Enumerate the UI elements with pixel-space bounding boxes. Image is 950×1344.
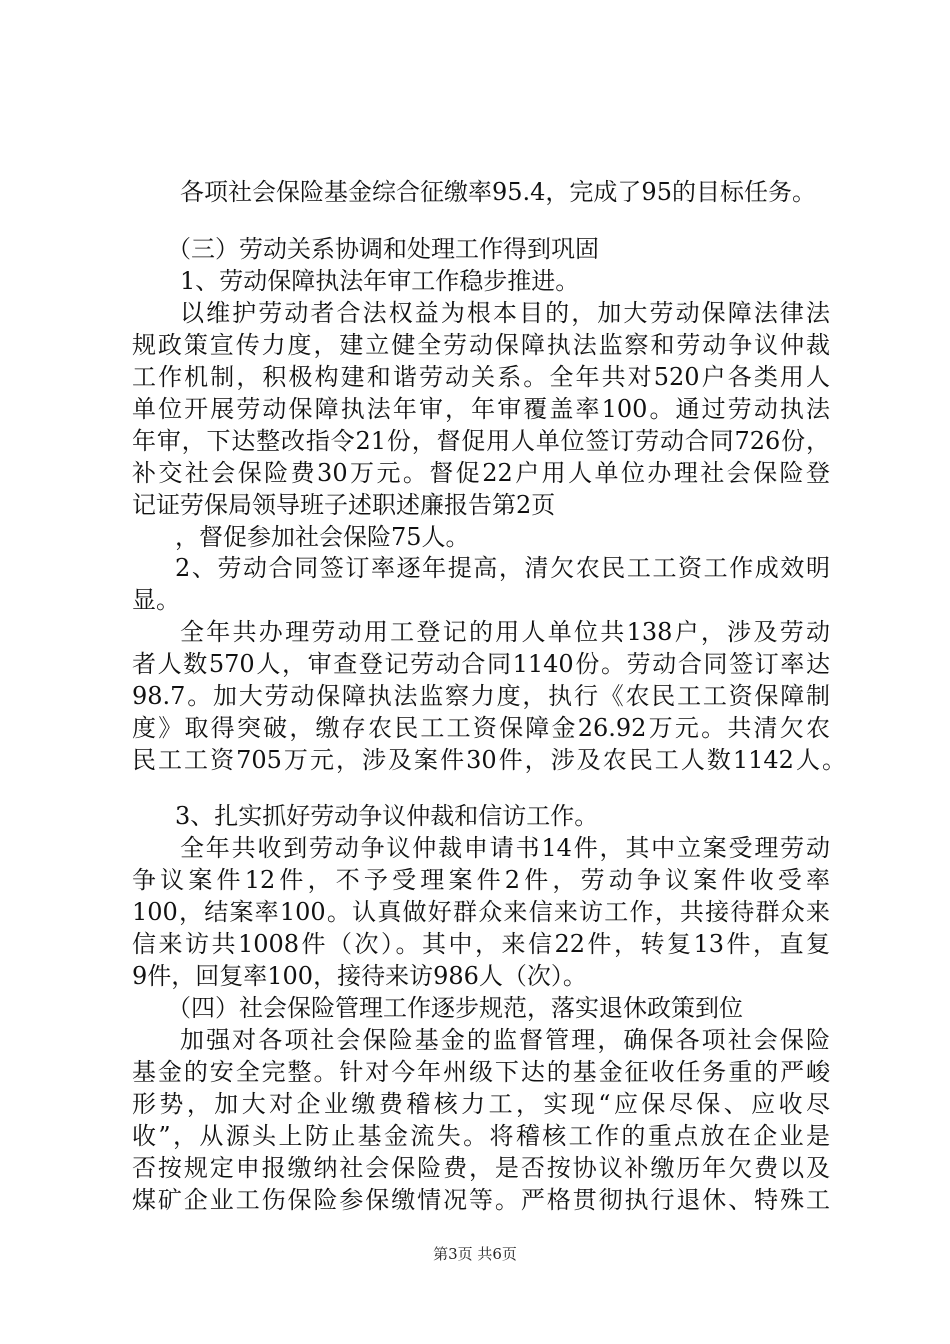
text-line: 规政策宣传力度，建立健全劳动保障执法监察和劳动争议仲裁	[132, 331, 830, 359]
subsection-heading: 1、劳动保障执法年审工作稳步推进。	[180, 267, 580, 295]
text-line: 加强对各项社会保险基金的监督管理，确保各项社会保险	[180, 1026, 830, 1054]
text-line: 全年共办理劳动用工登记的用人单位共138户，涉及劳动	[180, 618, 830, 646]
text-line: 基金的安全完整。针对今年州级下达的基金征收任务重的严峻	[132, 1058, 830, 1086]
text-line: 全年共收到劳动争议仲裁申请书14件，其中立案受理劳动	[180, 834, 830, 862]
text-line: 以维护劳动者合法权益为根本目的，加大劳动保障法律法	[180, 299, 830, 327]
text-line: 显。	[132, 586, 180, 614]
text-line: 98.7。加大劳动保障执法监察力度，执行《农民工工资保障制	[132, 682, 830, 710]
text-line: 9件，回复率100，接待来访986人（次）。	[132, 962, 587, 990]
text-line: 否按规定申报缴纳社会保险费，是否按协议补缴历年欠费以及	[132, 1154, 830, 1182]
text-line: ，督促参加社会保险75人。	[175, 523, 470, 551]
text-line: 争议案件12件，不予受理案件2件，劳动争议案件收受率	[132, 866, 830, 894]
text-line: 单位开展劳动保障执法年审，年审覆盖率100。通过劳动执法	[132, 395, 830, 423]
text-line: 补交社会保险费30万元。督促22户用人单位办理社会保险登	[132, 459, 830, 487]
text-line: 民工工资705万元，涉及案件30件，涉及农民工人数1142人。	[132, 746, 846, 774]
subsection-heading: 2、劳动合同签订率逐年提高，清欠农民工工资工作成效明	[175, 554, 830, 582]
text-line: 度》取得突破，缴存农民工工资保障金26.92万元。共清欠农	[132, 714, 830, 742]
subsection-heading: 3、扎实抓好劳动争议仲裁和信访工作。	[175, 802, 599, 830]
text-line: 工作机制，积极构建和谐劳动关系。全年共对520户各类用人	[132, 363, 830, 391]
text-line: 信来访共1008件（次）。其中，来信22件，转复13件，直复	[132, 930, 830, 958]
section-heading: （三）劳动关系协调和处理工作得到巩固	[167, 235, 599, 263]
text-line: 煤矿企业工伤保险参保缴情况等。严格贯彻执行退休、特殊工	[132, 1186, 830, 1214]
text-line: 100，结案率100。认真做好群众来信来访工作，共接待群众来	[132, 898, 830, 926]
text-line: 者人数570人，审查登记劳动合同1140份。劳动合同签订率达	[132, 650, 830, 678]
text-line: 记证劳保局领导班子述职述廉报告第2页	[132, 491, 556, 519]
text-line: 形势，加大对企业缴费稽核力工，实现“应保尽保、应收尽	[132, 1090, 830, 1118]
text-line: 各项社会保险基金综合征缴率95.4，完成了95的目标任务。	[180, 178, 816, 206]
text-line: 收”，从源头上防止基金流失。将稽核工作的重点放在企业是	[132, 1122, 830, 1150]
text-line: 年审，下达整改指令21份，督促用人单位签订劳动合同726份，	[132, 427, 830, 455]
section-heading: （四）社会保险管理工作逐步规范，落实退休政策到位	[167, 994, 743, 1022]
page-footer: 第3页 共6页	[433, 1245, 517, 1263]
